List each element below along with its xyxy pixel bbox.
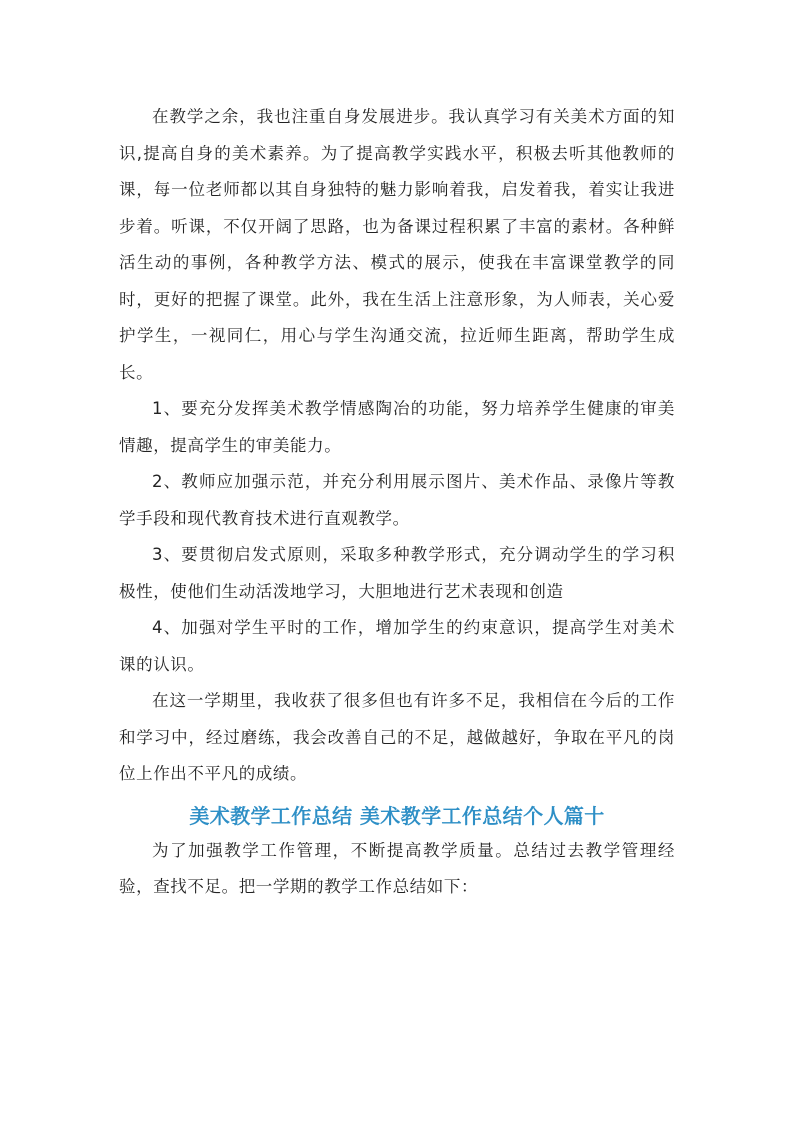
paragraph-semester-reflection: 在这一学期里，我收获了很多但也有许多不足，我相信在今后的工作和学习中，经过磨练，我会改善自己的不足，越做越好，争取在平凡的岗位上作出不平凡的成绩。: [119, 691, 675, 783]
list-item-3: 3、要贯彻启发式原则，采取多种教学形式，充分调动学生的学习积极性，使他们生动活泼地学习，大胆地进行艺术表现和创造: [119, 545, 675, 601]
list-item-4: 4、加强对学生平时的工作，增加学生的约束意识，提高学生对美术课的认识。: [119, 618, 675, 674]
section-heading: 美术教学工作总结 美术教学工作总结个人篇十: [189, 803, 605, 828]
paragraph-intro: 为了加强教学工作管理，不断提高教学质量。总结过去教学管理经验，查找不足。把一学期的教学工作总结如下：: [119, 840, 675, 896]
paragraph-self-development: 在教学之余，我也注重自身发展进步。我认真学习有关美术方面的知识,提高自身的美术素养。为了提高教学实践水平，积极去听其他教师的课，每一位老师都以其自身独特的魅力影响着我，启发着我，着实让我进步着。听课，不仅开阔了思路，也为备课过程积累了丰富的素材。各种鲜活生动的事例，各种教学方法、模式的展示，使我在丰富课堂教学的同时，更好的把握了课堂。此外，我在生活上注意形象，为人师表，关心爱护学生，一视同仁，用心与学生沟通交流，拉近师生距离，帮助学生成长。: [119, 107, 675, 382]
list-item-1: 1、要充分发挥美术教学情感陶冶的功能，努力培养学生健康的审美情趣，提高学生的审美能力。: [119, 399, 675, 455]
list-item-2: 2、教师应加强示范，并充分利用展示图片、美术作品、录像片等教学手段和现代教育技术进行直观教学。: [119, 472, 675, 528]
document-body: [119, 99, 675, 906]
